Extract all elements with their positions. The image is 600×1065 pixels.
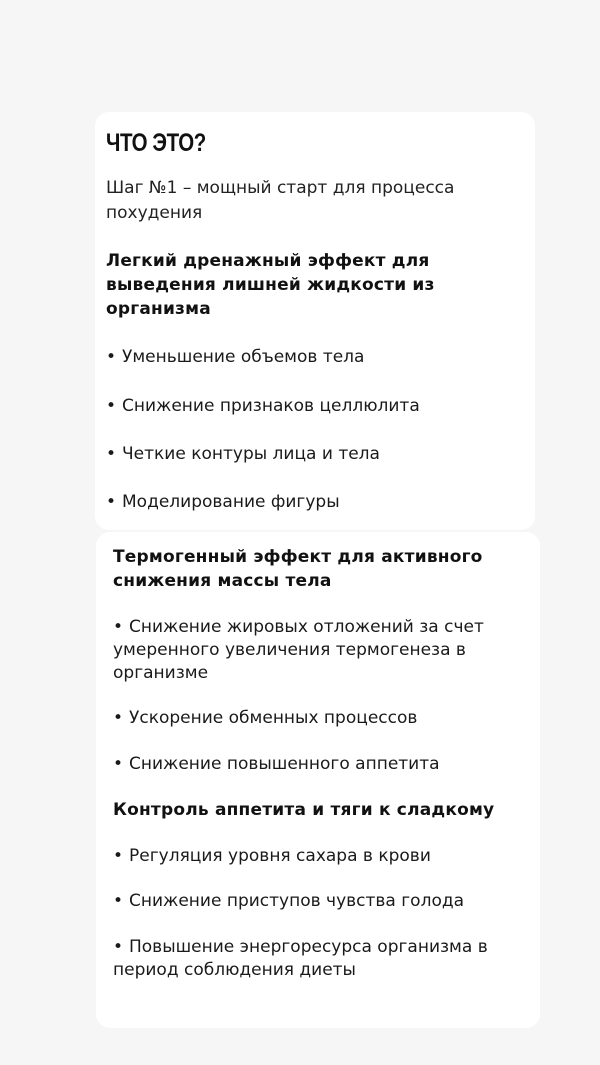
bullet-icon: • <box>113 937 124 957</box>
list-item: • Четкие контуры лица и тела <box>106 444 380 464</box>
list-item: • Ускорение обменных процессов <box>113 708 418 728</box>
bullet-icon: • <box>113 891 124 911</box>
list-item: • Снижение приступов чувства голода <box>113 891 465 911</box>
section-heading-thermogenic: Термогенный эффект для активного снижения массы тела <box>113 547 483 591</box>
section-heading-drainage: Легкий дренажный эффект для выведения лишней жидкости из организма <box>106 251 435 319</box>
list-item: • Снижение жировых отложений за счет умеренного увеличения термогенеза в организме <box>113 617 484 683</box>
list-item: • Уменьшение объемов тела <box>106 347 365 367</box>
list-item: • Регуляция уровня сахара в крови <box>113 846 431 866</box>
list-item: • Снижение признаков целлюлита <box>106 396 420 416</box>
bullet-icon: • <box>106 347 117 367</box>
bullet-icon: • <box>106 444 117 464</box>
bullet-icon: • <box>113 846 124 866</box>
list-item: • Моделирование фигуры <box>106 492 340 512</box>
info-card-top <box>95 112 535 530</box>
list-item: • Снижение повышенного аппетита <box>113 754 440 774</box>
bullet-icon: • <box>106 396 117 416</box>
bullet-icon: • <box>113 617 124 637</box>
subtitle: Шаг №1 – мощный старт для процесса похудения <box>106 178 455 223</box>
bullet-icon: • <box>106 492 117 512</box>
list-item: • Повышение энергоресурса организма в период соблюдения диеты <box>113 937 488 980</box>
bullet-icon: • <box>113 754 124 774</box>
section-heading-appetite-control: Контроль аппетита и тяги к сладкому <box>113 800 495 820</box>
page-title: ЧТО ЭТО? <box>106 129 206 157</box>
bullet-icon: • <box>113 708 124 728</box>
